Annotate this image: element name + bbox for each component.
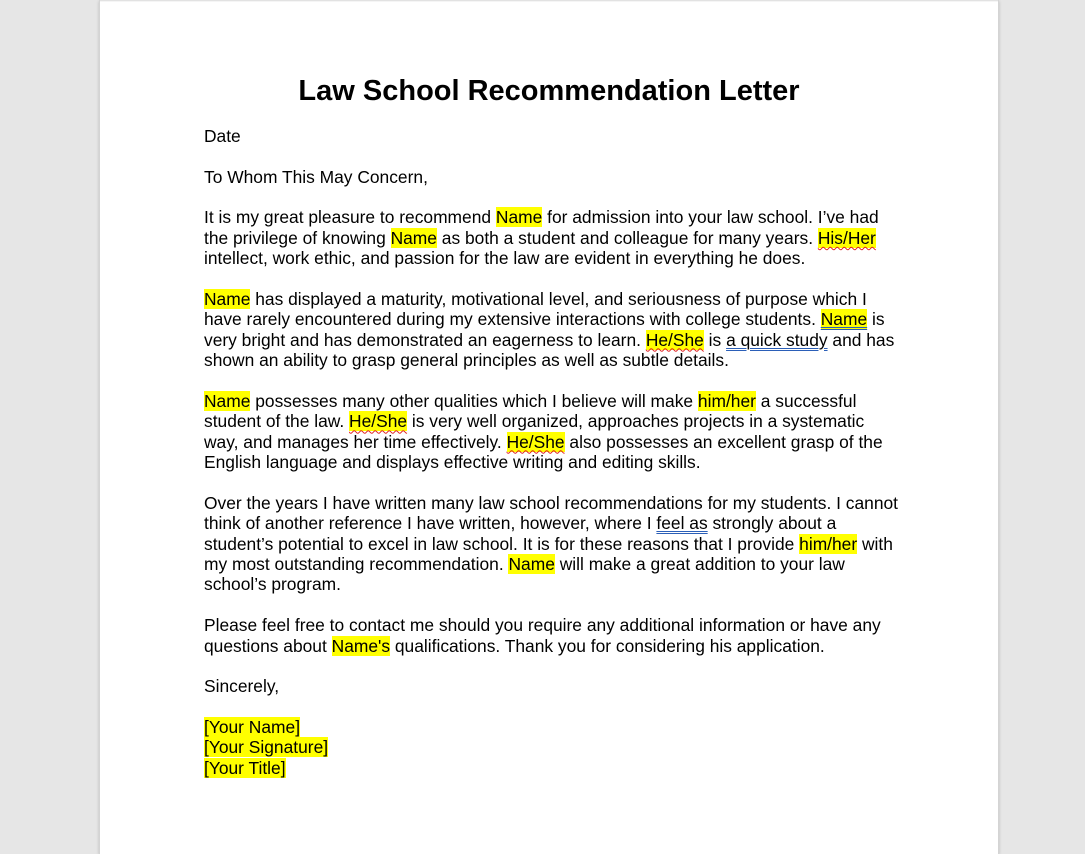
paragraph-1 bbox=[204, 207, 898, 268]
text-run: It is my great pleasure to recommend bbox=[204, 207, 496, 228]
paragraph-5 bbox=[204, 615, 898, 656]
text-run: possesses many other qualities which I believe will make bbox=[250, 390, 698, 411]
text-run: is very well organized, approaches projects in a systematic way, and manages her time effectively. bbox=[204, 411, 865, 452]
text-run: with my most outstanding recommendation. bbox=[204, 533, 893, 574]
letter-body[interactable] bbox=[204, 126, 898, 798]
placeholder-pronoun: him/her bbox=[697, 390, 756, 411]
placeholder-name: Name bbox=[204, 288, 251, 309]
placeholder-pronoun: His/Her bbox=[817, 227, 876, 248]
placeholder-name: Name's bbox=[331, 635, 391, 656]
placeholder-pronoun: He/She bbox=[506, 431, 565, 452]
grammar-flag-quick-study: a quick study bbox=[726, 329, 828, 350]
text-run: strongly about a student’s potential to excel in law school. It is for these reasons that I provide bbox=[204, 513, 837, 554]
placeholder-name: Name bbox=[390, 227, 437, 248]
text-run: Over the years I have written many law school recommendations for my students. I cannot think of another reference I have written, however, where I bbox=[204, 492, 899, 534]
document-title: Law School Recommendation Letter bbox=[298, 75, 800, 107]
placeholder-your-name: [Your Name] bbox=[204, 716, 301, 737]
text-run: will make a great addition to your law school’s program. bbox=[204, 553, 845, 595]
page-top-shadow bbox=[100, 0, 998, 2]
placeholder-your-title: [Your Title] bbox=[204, 757, 286, 778]
text-run: is very bright and has demonstrated an eagerness to learn. bbox=[204, 309, 885, 350]
grammar-flag-feel-as: feel as bbox=[656, 513, 708, 534]
closing: Sincerely, bbox=[204, 676, 280, 697]
placeholder-name: Name bbox=[820, 309, 868, 330]
signature-block bbox=[204, 717, 898, 778]
placeholder-your-signature: [Your Signature] bbox=[204, 737, 329, 758]
text-run: for admission into your law school. I’ve had the privilege of knowing bbox=[204, 207, 879, 248]
date-line: Date bbox=[204, 126, 241, 146]
placeholder-name: Name bbox=[495, 207, 543, 228]
paragraph-2 bbox=[204, 289, 898, 371]
text-run: has displayed a maturity, motivational level, and seriousness of purpose which I have rarely encountered during my extensive interactions with college students. bbox=[204, 288, 867, 330]
text-run: qualifications. Thank you for considering his application. bbox=[390, 635, 825, 656]
salutation: To Whom This May Concern, bbox=[204, 166, 428, 187]
text-run: a successful student of the law. bbox=[204, 390, 857, 432]
text-run: is bbox=[703, 329, 727, 350]
text-run: as both a student and colleague for many years. bbox=[436, 227, 818, 248]
paragraph-4 bbox=[204, 493, 898, 595]
placeholder-name: Name bbox=[508, 553, 555, 574]
placeholder-name: Name bbox=[204, 390, 251, 411]
text-run: Please feel free to contact me should you require any additional information or have any questions about bbox=[204, 615, 881, 656]
placeholder-pronoun: him/her bbox=[799, 533, 858, 554]
placeholder-pronoun: He/She bbox=[645, 329, 704, 350]
document-page bbox=[99, 0, 999, 854]
text-run: intellect, work ethic, and passion for the law are evident in everything he does. bbox=[204, 248, 806, 269]
text-run: and has shown an ability to grasp general principles as well as subtle details. bbox=[204, 329, 895, 371]
text-run: also possesses an excellent grasp of the English language and displays effective writing and editing skills. bbox=[204, 431, 883, 473]
placeholder-pronoun: He/She bbox=[349, 411, 408, 432]
paragraph-3 bbox=[204, 391, 898, 473]
